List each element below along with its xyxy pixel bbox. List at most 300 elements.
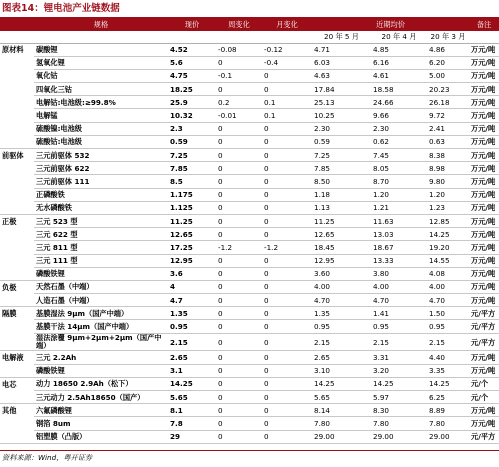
month-change: 0 — [262, 83, 312, 96]
category-cell — [0, 83, 34, 96]
avg-apr: 1.21 — [371, 201, 427, 214]
avg-mar: 4.40 — [427, 351, 469, 364]
avg-apr: 24.66 — [371, 96, 427, 109]
week-change: 0 — [216, 280, 262, 293]
avg-may: 10.25 — [312, 109, 371, 122]
category-cell — [0, 333, 34, 351]
current-price: 5.65 — [168, 391, 216, 404]
unit-note: 万元/吨 — [469, 404, 499, 417]
current-price: 3.1 — [168, 364, 216, 377]
avg-may: 1.18 — [312, 188, 371, 201]
unit-note: 元/个 — [469, 391, 499, 404]
table-row — [0, 109, 499, 122]
table-row — [0, 96, 499, 109]
month-change: -1.2 — [262, 241, 312, 254]
week-change: 0 — [216, 294, 262, 307]
unit-note: 万元/吨 — [469, 56, 499, 69]
week-change: 0 — [216, 122, 262, 135]
category-cell — [0, 56, 34, 69]
avg-mar: 6.20 — [427, 56, 469, 69]
unit-note: 万元/吨 — [469, 201, 499, 214]
table-row — [0, 254, 499, 267]
month-change: 0 — [262, 364, 312, 377]
avg-mar: 3.35 — [427, 364, 469, 377]
week-change: 0 — [216, 56, 262, 69]
avg-mar: 2.41 — [427, 122, 469, 135]
category-cell — [0, 122, 34, 135]
category-cell: 电解液 — [2, 353, 24, 363]
avg-apr: 4.70 — [371, 294, 427, 307]
avg-apr: 3.80 — [371, 267, 427, 280]
header-note: 备注 — [469, 18, 499, 31]
product-name: 四氧化三钴 — [34, 83, 168, 96]
unit-note: 万元/吨 — [469, 109, 499, 122]
week-change: -1.2 — [216, 241, 262, 254]
product-name: 动力 18650 2.9Ah（松下） — [34, 377, 168, 390]
category-cell — [0, 417, 34, 430]
product-name: 正磷酸铁 — [34, 188, 168, 201]
week-change: 0 — [216, 333, 262, 351]
avg-may: 4.71 — [312, 43, 371, 56]
table-row — [0, 307, 499, 320]
category-cell — [0, 320, 34, 333]
subheader-row — [0, 31, 499, 43]
avg-may: 18.45 — [312, 241, 371, 254]
table-row — [0, 391, 499, 404]
avg-may: 2.65 — [312, 351, 371, 364]
table-row — [0, 351, 499, 364]
avg-mar: 9.72 — [427, 109, 469, 122]
subheader-apr: 20 年 4 月 — [371, 31, 427, 43]
avg-apr: 8.05 — [371, 162, 427, 175]
avg-may: 11.25 — [312, 214, 371, 227]
week-change: 0.2 — [216, 96, 262, 109]
avg-mar: 0.63 — [427, 135, 469, 148]
month-change: 0 — [262, 135, 312, 148]
footer-divider — [0, 450, 499, 451]
avg-apr: 4.61 — [371, 69, 427, 82]
category-cell — [0, 241, 34, 254]
week-change: 0 — [216, 149, 262, 162]
product-name: 碳酸锂 — [34, 43, 168, 56]
current-price: 29 — [168, 430, 216, 443]
product-name: 电解锰 — [34, 109, 168, 122]
table-row — [0, 122, 499, 135]
month-change: 0 — [262, 351, 312, 364]
month-change: 0 — [262, 294, 312, 307]
current-price: 0.95 — [168, 320, 216, 333]
avg-apr: 8.70 — [371, 175, 427, 188]
product-name: 三元前驱体 111 — [34, 175, 168, 188]
avg-apr: 4.00 — [371, 280, 427, 293]
avg-may: 1.13 — [312, 201, 371, 214]
avg-mar: 0.95 — [427, 320, 469, 333]
category-cell — [0, 188, 34, 201]
avg-apr: 3.20 — [371, 364, 427, 377]
avg-apr: 1.41 — [371, 307, 427, 320]
avg-may: 8.14 — [312, 404, 371, 417]
category-cell — [0, 228, 34, 241]
unit-note: 万元/吨 — [469, 254, 499, 267]
category-cell — [0, 254, 34, 267]
avg-may: 5.65 — [312, 391, 371, 404]
table-row — [0, 175, 499, 188]
header-spec: 规格 — [34, 18, 168, 31]
table-row — [0, 377, 499, 390]
month-change: -0.4 — [262, 56, 312, 69]
avg-may: 17.84 — [312, 83, 371, 96]
avg-apr: 13.03 — [371, 228, 427, 241]
subheader-may: 20 年 5 月 — [312, 31, 371, 43]
current-price: 0.59 — [168, 135, 216, 148]
unit-note: 万元/吨 — [469, 280, 499, 293]
product-name: 六氟磷酸锂 — [34, 404, 168, 417]
avg-may: 8.50 — [312, 175, 371, 188]
month-change: 0 — [262, 320, 312, 333]
table-row — [0, 214, 499, 227]
avg-apr: 7.45 — [371, 149, 427, 162]
unit-note: 元/平方 — [469, 430, 499, 443]
product-name: 铝塑膜（凸版） — [34, 430, 168, 443]
unit-note: 万元/吨 — [469, 228, 499, 241]
product-name: 三元前驱体 532 — [34, 149, 168, 162]
avg-may: 3.10 — [312, 364, 371, 377]
avg-apr: 13.33 — [371, 254, 427, 267]
header-recent-avg: 近期均价 — [312, 18, 469, 31]
week-change: 0 — [216, 364, 262, 377]
unit-note: 万元/吨 — [469, 294, 499, 307]
table-row — [0, 83, 499, 96]
product-name: 电解钴:电池级:≥99.8% — [34, 96, 168, 109]
avg-apr: 0.62 — [371, 135, 427, 148]
current-price: 4.52 — [168, 43, 216, 56]
avg-mar: 1.20 — [427, 188, 469, 201]
product-name: 磷酸铁锂 — [34, 364, 168, 377]
avg-mar: 4.86 — [427, 43, 469, 56]
current-price: 7.25 — [168, 149, 216, 162]
avg-mar: 1.23 — [427, 201, 469, 214]
category-cell: 原材料 — [2, 45, 24, 55]
avg-mar: 9.80 — [427, 175, 469, 188]
month-change: 0.1 — [262, 109, 312, 122]
month-change: 0 — [262, 417, 312, 430]
unit-note: 万元/吨 — [469, 188, 499, 201]
unit-note: 元/平方 — [469, 307, 499, 320]
table-row — [0, 201, 499, 214]
avg-may: 4.63 — [312, 69, 371, 82]
current-price: 4.7 — [168, 294, 216, 307]
month-change: 0 — [262, 149, 312, 162]
unit-note: 万元/吨 — [469, 175, 499, 188]
avg-mar: 4.70 — [427, 294, 469, 307]
month-change: 0 — [262, 333, 312, 351]
subheader-mar: 20 年 3 月 — [427, 31, 469, 43]
table-row — [0, 43, 499, 56]
category-cell — [0, 162, 34, 175]
week-change: 0 — [216, 188, 262, 201]
category-cell — [0, 294, 34, 307]
table-row — [0, 162, 499, 175]
avg-apr: 2.30 — [371, 122, 427, 135]
avg-mar: 29.00 — [427, 430, 469, 443]
month-change: 0 — [262, 280, 312, 293]
current-price: 1.35 — [168, 307, 216, 320]
avg-apr: 9.66 — [371, 109, 427, 122]
unit-note: 元/个 — [469, 377, 499, 390]
month-change: 0 — [262, 201, 312, 214]
header-month-change: 月变化 — [262, 18, 312, 31]
table-row — [0, 267, 499, 280]
unit-note: 万元/吨 — [469, 162, 499, 175]
unit-note: 万元/吨 — [469, 214, 499, 227]
avg-apr: 3.31 — [371, 351, 427, 364]
avg-mar: 12.85 — [427, 214, 469, 227]
product-name: 基膜干法 14μm（国产中端） — [34, 320, 168, 333]
week-change: 0 — [216, 254, 262, 267]
product-name: 湿法涂覆 9μm+2μm+2μm（国产中端） — [34, 333, 168, 351]
week-change: 0 — [216, 83, 262, 96]
unit-note: 元/平方 — [469, 320, 499, 333]
unit-note: 万元/吨 — [469, 43, 499, 56]
month-change: 0 — [262, 175, 312, 188]
month-change: 0 — [262, 214, 312, 227]
month-change: 0 — [262, 228, 312, 241]
table-row — [0, 56, 499, 69]
week-change: 0 — [216, 320, 262, 333]
category-cell — [0, 267, 34, 280]
unit-note: 万元/吨 — [469, 122, 499, 135]
category-cell: 前驱体 — [2, 150, 24, 160]
product-name: 钢箔 8um — [34, 417, 168, 430]
week-change: -0.1 — [216, 69, 262, 82]
week-change: 0 — [216, 404, 262, 417]
current-price: 11.25 — [168, 214, 216, 227]
unit-note: 万元/吨 — [469, 96, 499, 109]
month-change: 0 — [262, 162, 312, 175]
avg-mar: 5.00 — [427, 69, 469, 82]
avg-apr: 8.30 — [371, 404, 427, 417]
product-name: 硫酸钴:电池级 — [34, 135, 168, 148]
product-name: 人造石墨（中端） — [34, 294, 168, 307]
week-change: 0 — [216, 135, 262, 148]
avg-may: 12.65 — [312, 228, 371, 241]
product-name: 氢氧化锂 — [34, 56, 168, 69]
week-change: 0 — [216, 162, 262, 175]
category-cell: 其他 — [2, 406, 17, 416]
table-row — [0, 69, 499, 82]
category-cell: 隔膜 — [2, 309, 17, 319]
current-price: 25.9 — [168, 96, 216, 109]
header-current: 现价 — [168, 18, 216, 31]
table-row — [0, 188, 499, 201]
avg-may: 29.00 — [312, 430, 371, 443]
unit-note: 万元/吨 — [469, 69, 499, 82]
product-name: 三元 811 型 — [34, 241, 168, 254]
avg-apr: 1.20 — [371, 188, 427, 201]
week-change: -0.01 — [216, 109, 262, 122]
category-cell — [0, 175, 34, 188]
product-name: 基膜湿法 9μm（国产中端） — [34, 307, 168, 320]
product-name: 三元 523 型 — [34, 214, 168, 227]
avg-may: 4.70 — [312, 294, 371, 307]
avg-may: 6.03 — [312, 56, 371, 69]
current-price: 4.75 — [168, 69, 216, 82]
table-row — [0, 404, 499, 417]
unit-note: 万元/吨 — [469, 364, 499, 377]
product-name: 三元动力 2.5Ah18650（国产） — [34, 391, 168, 404]
header-blank — [0, 18, 34, 31]
table-row — [0, 320, 499, 333]
avg-apr: 5.97 — [371, 391, 427, 404]
avg-mar: 14.25 — [427, 377, 469, 390]
avg-may: 1.35 — [312, 307, 371, 320]
unit-note: 万元/吨 — [469, 417, 499, 430]
avg-apr: 6.16 — [371, 56, 427, 69]
week-change: 0 — [216, 201, 262, 214]
unit-note: 万元/吨 — [469, 241, 499, 254]
current-price: 7.85 — [168, 162, 216, 175]
week-change: 0 — [216, 214, 262, 227]
current-price: 1.175 — [168, 188, 216, 201]
avg-mar: 8.98 — [427, 162, 469, 175]
product-name: 三元 111 型 — [34, 254, 168, 267]
current-price: 8.1 — [168, 404, 216, 417]
avg-mar: 19.20 — [427, 241, 469, 254]
avg-apr: 7.80 — [371, 417, 427, 430]
week-change: 0 — [216, 430, 262, 443]
table-row — [0, 228, 499, 241]
month-change: 0 — [262, 404, 312, 417]
current-price: 2.15 — [168, 333, 216, 351]
avg-mar: 4.00 — [427, 280, 469, 293]
category-cell — [0, 69, 34, 82]
table-row — [0, 294, 499, 307]
unit-note: 万元/吨 — [469, 267, 499, 280]
table-row — [0, 149, 499, 162]
product-name: 氧化钴 — [34, 69, 168, 82]
week-change: 0 — [216, 377, 262, 390]
month-change: 0 — [262, 69, 312, 82]
week-change: -0.08 — [216, 43, 262, 56]
avg-apr: 11.63 — [371, 214, 427, 227]
current-price: 5.6 — [168, 56, 216, 69]
avg-may: 2.15 — [312, 333, 371, 351]
category-cell: 负极 — [2, 282, 17, 292]
product-name: 天然石墨（中端） — [34, 280, 168, 293]
avg-may: 2.30 — [312, 122, 371, 135]
table-body — [0, 43, 499, 443]
week-change: 0 — [216, 417, 262, 430]
avg-may: 0.95 — [312, 320, 371, 333]
week-change: 0 — [216, 391, 262, 404]
current-price: 12.65 — [168, 228, 216, 241]
table-row — [0, 280, 499, 293]
current-price: 18.25 — [168, 83, 216, 96]
product-name: 无水磷酸铁 — [34, 201, 168, 214]
category-cell — [0, 364, 34, 377]
week-change: 0 — [216, 175, 262, 188]
avg-may: 7.85 — [312, 162, 371, 175]
week-change: 0 — [216, 351, 262, 364]
avg-may: 25.13 — [312, 96, 371, 109]
avg-mar: 26.18 — [427, 96, 469, 109]
avg-mar: 2.15 — [427, 333, 469, 351]
current-price: 2.65 — [168, 351, 216, 364]
product-name: 硫酸镍:电池级 — [34, 122, 168, 135]
avg-apr: 14.25 — [371, 377, 427, 390]
avg-apr: 4.85 — [371, 43, 427, 56]
table-row — [0, 241, 499, 254]
month-change: 0 — [262, 267, 312, 280]
category-cell — [0, 135, 34, 148]
month-change: 0.1 — [262, 96, 312, 109]
avg-may: 14.25 — [312, 377, 371, 390]
category-cell: 正极 — [2, 216, 17, 226]
month-change: 0 — [262, 377, 312, 390]
month-change: 0 — [262, 430, 312, 443]
header-week-change: 周变化 — [216, 18, 262, 31]
header-row — [0, 18, 499, 31]
avg-may: 12.95 — [312, 254, 371, 267]
avg-mar: 14.55 — [427, 254, 469, 267]
avg-mar: 8.38 — [427, 149, 469, 162]
current-price: 14.25 — [168, 377, 216, 390]
product-name: 三元前驱体 622 — [34, 162, 168, 175]
month-change: 0 — [262, 188, 312, 201]
avg-apr: 18.67 — [371, 241, 427, 254]
month-change: 0 — [262, 254, 312, 267]
avg-may: 3.60 — [312, 267, 371, 280]
table-row — [0, 430, 499, 443]
week-change: 0 — [216, 228, 262, 241]
current-price: 17.25 — [168, 241, 216, 254]
current-price: 7.8 — [168, 417, 216, 430]
current-price: 12.95 — [168, 254, 216, 267]
unit-note: 万元/吨 — [469, 351, 499, 364]
avg-may: 7.80 — [312, 417, 371, 430]
avg-mar: 20.23 — [427, 83, 469, 96]
avg-apr: 18.58 — [371, 83, 427, 96]
current-price: 2.3 — [168, 122, 216, 135]
product-name: 三元 2.2Ah — [34, 351, 168, 364]
data-table — [0, 18, 499, 444]
category-cell — [0, 109, 34, 122]
table-row — [0, 364, 499, 377]
avg-mar: 14.25 — [427, 228, 469, 241]
chart-title: 图表14：锂电池产业链数据 — [2, 3, 120, 14]
current-price: 3.6 — [168, 267, 216, 280]
current-price: 4 — [168, 280, 216, 293]
avg-apr: 2.15 — [371, 333, 427, 351]
category-cell — [0, 96, 34, 109]
category-cell — [0, 391, 34, 404]
current-price: 10.32 — [168, 109, 216, 122]
current-price: 1.125 — [168, 201, 216, 214]
current-price: 8.5 — [168, 175, 216, 188]
avg-mar: 1.50 — [427, 307, 469, 320]
month-change: -0.12 — [262, 43, 312, 56]
product-name: 磷酸铁锂 — [34, 267, 168, 280]
week-change: 0 — [216, 307, 262, 320]
source-note: 资料来源：Wind，粤开证券 — [2, 453, 93, 462]
unit-note: 万元/吨 — [469, 135, 499, 148]
category-cell: 电芯 — [2, 379, 17, 389]
category-cell — [0, 430, 34, 443]
unit-note: 元/平方 — [469, 333, 499, 351]
table-row — [0, 135, 499, 148]
unit-note: 万元/吨 — [469, 83, 499, 96]
product-name: 三元 622 型 — [34, 228, 168, 241]
